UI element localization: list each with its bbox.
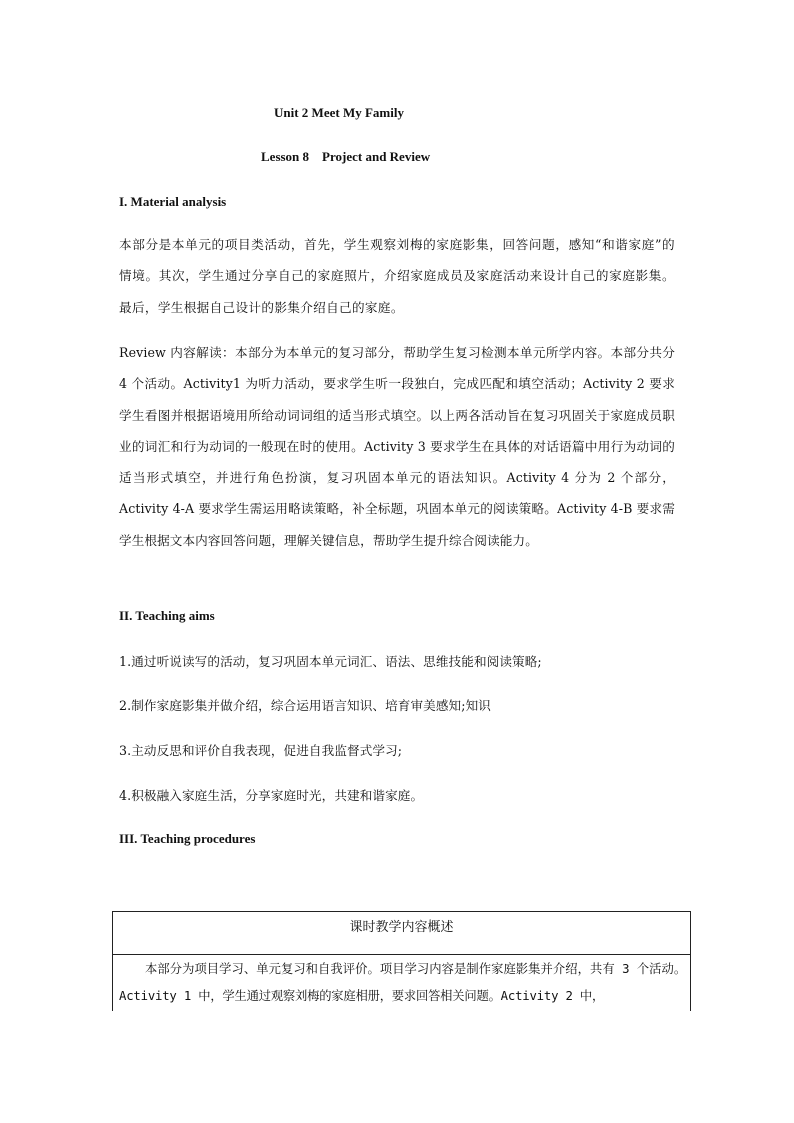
teaching-aim-item: 2.制作家庭影集并做介绍，综合运用语言知识、培育审美感知;知识 bbox=[119, 698, 491, 713]
material-paragraph-project: 本部分是本单元的项目类活动，首先，学生观察刘梅的家庭影集，回答问题，感知“和谐家庭”的情境。其次，学生通过分享自己的家庭照片，介绍家庭成员及家庭活动来设计自己的家庭影集。最后，学生根据自己设计的影集介绍自己的家庭。 bbox=[119, 237, 675, 315]
teaching-procedures-heading: III. Teaching procedures bbox=[119, 831, 256, 846]
overview-table-header: 课时教学内容概述 bbox=[113, 912, 690, 955]
teaching-aims-heading: II. Teaching aims bbox=[119, 608, 215, 623]
teaching-aim-item: 4.积极融入家庭生活，分享家庭时光，共建和谐家庭。 bbox=[119, 788, 424, 803]
lesson-overview-table bbox=[112, 911, 691, 1011]
material-paragraph-review: Review 内容解读：本部分为本单元的复习部分，帮助学生复习检测本单元所学内容。本部分共分 4 个活动。Activity1 为听力活动，要求学生听一段独白，完成匹配和填空活动；Activity 2 要求学生看图并根据语境用所给动词词组的适当形式填空。以上两各活动旨在复习巩固关于家庭成员职业的词汇和行为动词的一般现在时的使用。Activity 3 要求学生在具体的对话语篇中用行为动词的适当形式填空，并进行角色扮演，复习巩固本单元的语法知识。Activity 4 分为 2 个部分，Activity 4-A 要求学生需运用略读策略，补全标题，巩固本单元的阅读策略。Activity 4-B 要求需学生根据文本内容回答问题，理解关键信息，帮助学生提升综合阅读能力。 bbox=[119, 345, 675, 548]
lesson-title: Lesson 8 Project and Review bbox=[261, 149, 431, 164]
overview-table-body: 本部分为项目学习、单元复习和自我评价。项目学习内容是制作家庭影集并介绍，共有 3 个活动。Activity 1 中，学生通过观察刘梅的家庭相册，要求回答相关问题。Activity 2 中， bbox=[119, 962, 686, 1003]
material-analysis-heading: I. Material analysis bbox=[119, 194, 227, 209]
teaching-aim-item: 3.主动反思和评价自我表现，促进自我监督式学习; bbox=[119, 743, 403, 758]
teaching-aim-item: 1.通过听说读写的活动，复习巩固本单元词汇、语法、思维技能和阅读策略; bbox=[119, 654, 542, 669]
unit-title: Unit 2 Meet My Family bbox=[274, 105, 404, 120]
